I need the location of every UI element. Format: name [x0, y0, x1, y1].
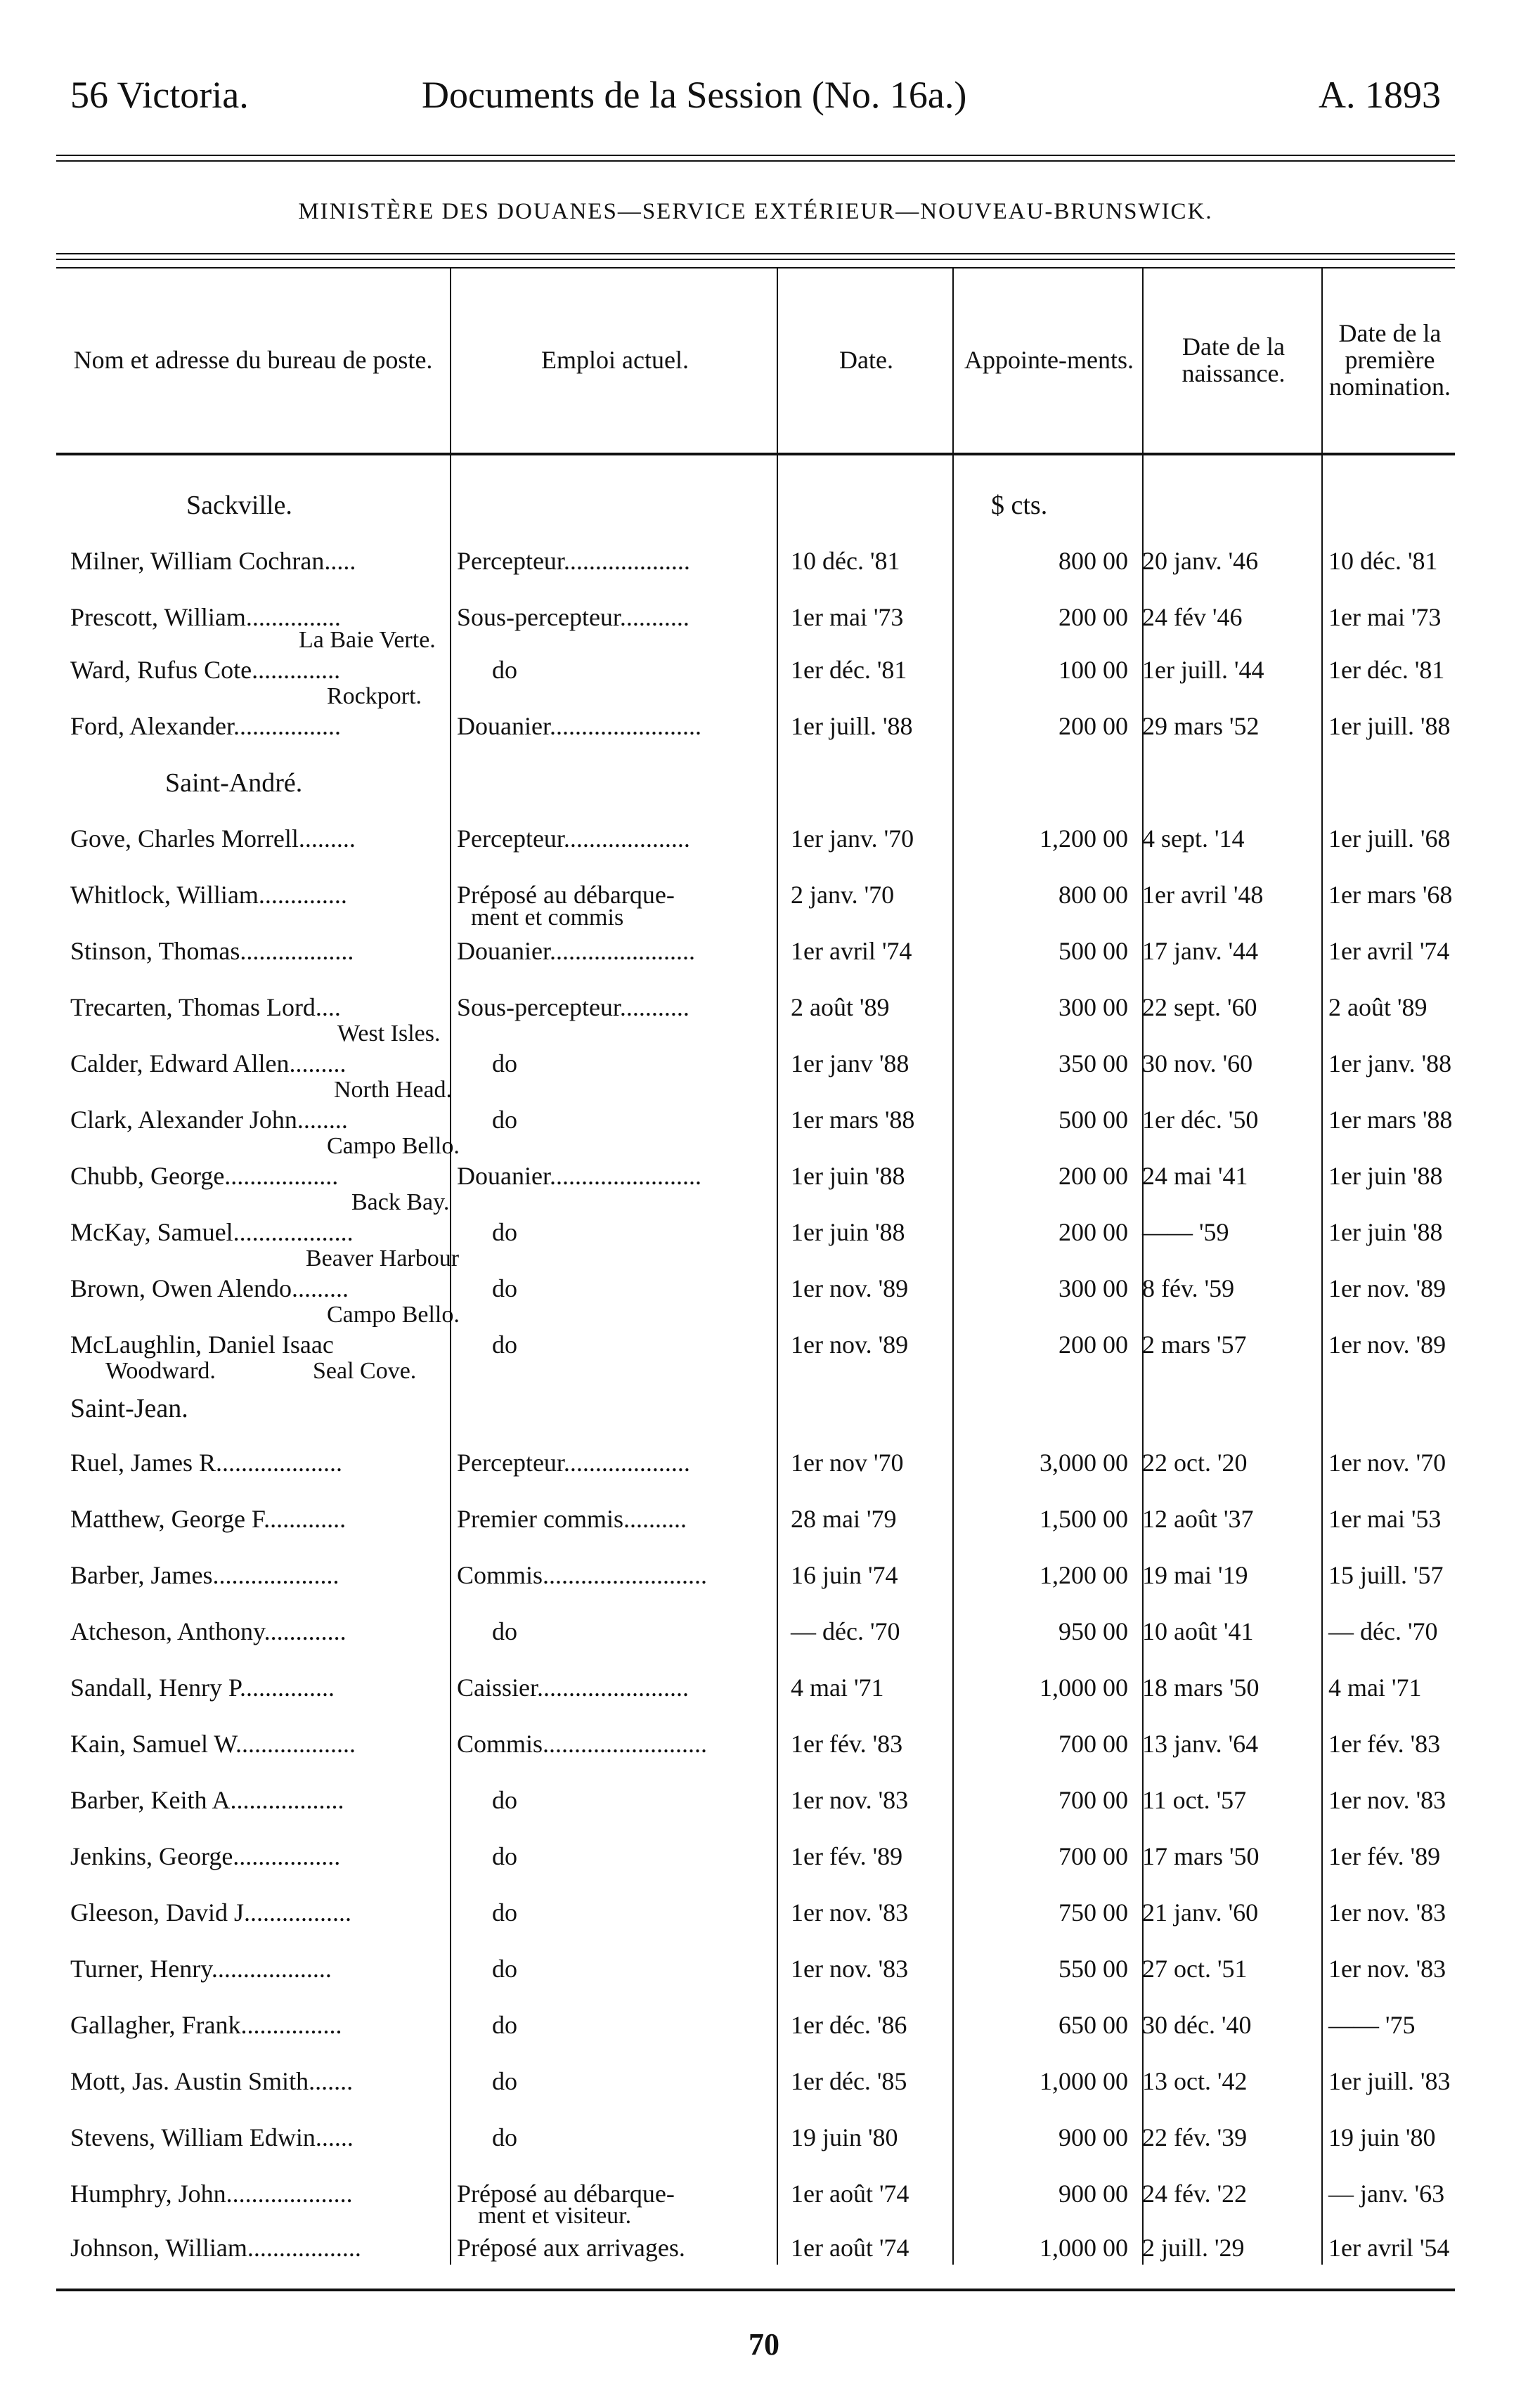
cell-emploi: do	[492, 1331, 517, 1359]
cell-appt: 1,200 00	[1040, 824, 1128, 853]
cell-appt: 500 00	[1058, 937, 1128, 965]
cell-name: Mott, Jas. Austin Smith.......	[70, 2067, 354, 2095]
cell-prem: 1er fév. '83	[1328, 1730, 1441, 1758]
cell-naiss: 13 oct. '42	[1142, 2067, 1248, 2095]
cell-naiss: 20 janv. '46	[1142, 547, 1259, 575]
cell-prem: 1er nov. '83	[1328, 1955, 1446, 1983]
cell-name: Ruel, James R....................	[70, 1449, 342, 1477]
cell-appt: 650 00	[1058, 2011, 1128, 2039]
cell-appt: 1,500 00	[1040, 1505, 1128, 1533]
cell-name: Gove, Charles Morrell.........	[70, 824, 356, 853]
cell-appt: 750 00	[1058, 1898, 1128, 1927]
cell-prem: 1er juill. '68	[1328, 824, 1451, 853]
cell-emploi: do	[492, 1786, 517, 1814]
cell-emploi: Premier commis..........	[457, 1505, 687, 1533]
cell-appt: 800 00	[1058, 547, 1128, 575]
page-number: 70	[749, 2327, 779, 2362]
cell-emploi: do	[492, 1218, 517, 1246]
cell-appt: 700 00	[1058, 1730, 1128, 1758]
cell-name: Prescott, William...............	[70, 603, 341, 631]
cell-emploi: do	[492, 1898, 517, 1927]
cell-emploi: Douanier........................	[457, 1162, 701, 1190]
cell-emploi: do	[492, 656, 517, 684]
cell-naiss: 17 mars '50	[1142, 1842, 1260, 1870]
cell-name: Gallagher, Frank................	[70, 2011, 342, 2039]
cell-name: Chubb, George..................	[70, 1162, 339, 1190]
table-row	[56, 2123, 1455, 2173]
cell-appt: 300 00	[1058, 1274, 1128, 1302]
table-row	[56, 1330, 1455, 1380]
cell-name: McLaughlin, Daniel Isaac	[70, 1331, 334, 1359]
cell-naiss: 27 oct. '51	[1142, 1955, 1248, 1983]
cell-naiss: 30 nov. '60	[1142, 1049, 1253, 1077]
cell-naiss: 12 août '37	[1142, 1505, 1254, 1533]
cell-appt: 1,000 00	[1040, 2234, 1128, 2262]
table-bottom-rule	[56, 2289, 1455, 2291]
column-header-rule	[56, 453, 1455, 455]
cell-appt: 900 00	[1058, 2180, 1128, 2208]
col-header-date: Date.	[839, 346, 893, 374]
sub-place: West Isles.	[337, 1021, 441, 1047]
sub-place: Campo Bello.	[327, 1302, 460, 1328]
cell-emploi: do	[492, 2067, 517, 2095]
cell-emploi: Commis..........................	[457, 1730, 708, 1758]
cell-name: Clark, Alexander John........	[70, 1106, 348, 1134]
cell-date: 2 janv. '70	[791, 881, 895, 909]
cell-emploi: do	[492, 1842, 517, 1870]
cell-naiss: 10 août '41	[1142, 1617, 1254, 1645]
header-rule	[56, 155, 1455, 162]
cell-prem: 1er avril '74	[1328, 937, 1450, 965]
cell-appt: 700 00	[1058, 1786, 1128, 1814]
cell-date: 1er nov. '89	[791, 1331, 909, 1359]
cell-date: 1er déc. '85	[791, 2067, 907, 2095]
cell-appt: 800 00	[1058, 881, 1128, 909]
cell-prem: 1er juill. '83	[1328, 2067, 1451, 2095]
cell-appt: 3,000 00	[1040, 1449, 1128, 1477]
col-header-appt: Appointe-ments.	[964, 346, 1134, 374]
cell-appt: 500 00	[1058, 1106, 1128, 1134]
cell-appt: 200 00	[1058, 712, 1128, 740]
cell-date: 1er fév. '89	[791, 1842, 903, 1870]
cell-date: 1er juill. '88	[791, 712, 913, 740]
cell-appt: 350 00	[1058, 1049, 1128, 1077]
table-row	[56, 1673, 1455, 1723]
table-row	[56, 1217, 1455, 1268]
table-row	[56, 2233, 1455, 2284]
table-row	[56, 711, 1455, 762]
section-title: Saint-Jean.	[70, 1394, 188, 1423]
cell-name: McKay, Samuel...................	[70, 1218, 354, 1246]
table-row	[56, 1560, 1455, 1611]
cell-date: 28 mai '79	[791, 1505, 897, 1533]
cell-name: Kain, Samuel W...................	[70, 1730, 356, 1758]
cell-naiss: 22 oct. '20	[1142, 1449, 1248, 1477]
currency-label: $ cts.	[991, 491, 1048, 520]
cell-emploi: Percepteur....................	[457, 547, 690, 575]
cell-emploi: Commis..........................	[457, 1561, 708, 1589]
cell-date: 1er janv. '70	[791, 824, 914, 853]
cell-naiss: 11 oct. '57	[1142, 1786, 1247, 1814]
cell-prem: 1er nov. '83	[1328, 1786, 1446, 1814]
cell-date: — déc. '70	[791, 1617, 900, 1645]
cell-date: 1er mai '73	[791, 603, 904, 631]
staff-table	[56, 267, 1455, 2291]
cell-emploi: do	[492, 1106, 517, 1134]
cell-appt: 300 00	[1058, 993, 1128, 1021]
header-center: Documents de la Session (No. 16a.)	[422, 74, 967, 116]
cell-name: Trecarten, Thomas Lord....	[70, 993, 341, 1021]
cell-date: 1er déc. '81	[791, 656, 907, 684]
cell-emploi: Douanier.......................	[457, 937, 695, 965]
cell-name: Whitlock, William..............	[70, 881, 347, 909]
cell-prem: 1er mars '88	[1328, 1106, 1453, 1134]
cell-naiss: 24 fév. '22	[1142, 2180, 1248, 2208]
cell-name: Stinson, Thomas..................	[70, 937, 354, 965]
cell-prem: 15 juill. '57	[1328, 1561, 1444, 1589]
cell-date: 1er nov. '89	[791, 1274, 909, 1302]
cell-appt: 700 00	[1058, 1842, 1128, 1870]
cell-naiss: 22 sept. '60	[1142, 993, 1257, 1021]
table-row	[56, 1617, 1455, 1667]
section-title: Sackville.	[186, 491, 292, 520]
cell-appt: 1,000 00	[1040, 1674, 1128, 1702]
col-header-naiss: Date de la naissance.	[1181, 332, 1286, 387]
table-row	[56, 880, 1455, 931]
cell-prem: 1er juin '88	[1328, 1162, 1443, 1190]
cell-date: 1er nov. '83	[791, 1786, 909, 1814]
section-title: Saint-André.	[165, 768, 303, 798]
cell-name: Stevens, William Edwin......	[70, 2123, 354, 2151]
sub-place: Beaver Harbour	[306, 1245, 460, 1271]
cell-appt: 100 00	[1058, 656, 1128, 684]
cell-naiss: 2 juill. '29	[1142, 2234, 1245, 2262]
cell-prem: 19 juin '80	[1328, 2123, 1436, 2151]
cell-appt: 1,200 00	[1040, 1561, 1128, 1589]
cell-name: Barber, Keith A..................	[70, 1786, 344, 1814]
sub-place: Campo Bello.	[327, 1133, 460, 1159]
cell-date: 1er avril '74	[791, 937, 912, 965]
cell-name: Ford, Alexander.................	[70, 712, 341, 740]
table-row	[56, 936, 1455, 987]
table-row	[56, 1161, 1455, 1212]
cell-emploi: Percepteur....................	[457, 1449, 690, 1477]
cell-date: 1er nov '70	[791, 1449, 904, 1477]
cell-date: 1er juin '88	[791, 1162, 905, 1190]
cell-name: Matthew, George F.............	[70, 1505, 347, 1533]
cell-naiss: 17 janv. '44	[1142, 937, 1259, 965]
cell-prem: — janv. '63	[1328, 2180, 1445, 2208]
subtitle-rule	[56, 253, 1455, 260]
cell-name: Sandall, Henry P...............	[70, 1674, 335, 1702]
table-row	[56, 1729, 1455, 1780]
cell-naiss: 24 fév '46	[1142, 603, 1243, 631]
cell-naiss: 1er déc. '50	[1142, 1106, 1259, 1134]
cell-appt: 1,000 00	[1040, 2067, 1128, 2095]
table-row	[56, 1898, 1455, 1948]
cell-emploi: Percepteur....................	[457, 824, 690, 853]
cell-date: 1er fév. '83	[791, 1730, 903, 1758]
cell-prem: 1er nov. '89	[1328, 1274, 1446, 1302]
cell-prem: 1er nov. '70	[1328, 1449, 1446, 1477]
cell-emploi: Préposé aux arrivages.	[457, 2234, 685, 2262]
cell-name: Brown, Owen Alendo.........	[70, 1274, 349, 1302]
page-header	[70, 67, 1441, 123]
cell-prem: 1er déc. '81	[1328, 656, 1445, 684]
cell-naiss: 21 janv. '60	[1142, 1898, 1259, 1927]
cell-appt: 550 00	[1058, 1955, 1128, 1983]
cell-name: Barber, James....................	[70, 1561, 339, 1589]
cell-prem: 2 août '89	[1328, 993, 1427, 1021]
cell-emploi: do	[492, 1274, 517, 1302]
cell-prem: 10 déc. '81	[1328, 547, 1438, 575]
table-row	[56, 1785, 1455, 1836]
cell-prem: — déc. '70	[1328, 1617, 1438, 1645]
cell-date: 4 mai '71	[791, 1674, 884, 1702]
cell-date: 1er nov. '83	[791, 1898, 909, 1927]
cell-name: Jenkins, George.................	[70, 1842, 341, 1870]
name-continuation: Woodward.	[105, 1358, 216, 1384]
cell-appt: 900 00	[1058, 2123, 1128, 2151]
table-row	[56, 1954, 1455, 2005]
cell-appt: 200 00	[1058, 1331, 1128, 1359]
cell-name: Johnson, William..................	[70, 2234, 361, 2262]
table-row	[56, 1841, 1455, 1892]
cell-naiss: 1er avril '48	[1142, 881, 1264, 909]
table-row	[56, 1448, 1455, 1498]
table-row	[56, 2066, 1455, 2117]
cell-emploi: do	[492, 1955, 517, 1983]
cell-prem: 1er mai '73	[1328, 603, 1442, 631]
cell-date: 10 déc. '81	[791, 547, 900, 575]
cell-prem: 1er janv. '88	[1328, 1049, 1452, 1077]
table-row	[56, 546, 1455, 597]
cell-appt: 200 00	[1058, 1218, 1128, 1246]
cell-prem: 1er juill. '88	[1328, 712, 1451, 740]
sub-place: Seal Cove.	[313, 1358, 417, 1384]
table-row	[56, 2010, 1455, 2061]
cell-appt: 200 00	[1058, 603, 1128, 631]
col-header-nom: Nom et adresse du bureau de poste.	[73, 346, 433, 374]
cell-prem: 1er nov. '89	[1328, 1331, 1446, 1359]
sub-place: La Baie Verte.	[299, 627, 436, 653]
header-left: 56 Victoria.	[70, 74, 249, 116]
cell-naiss: 24 mai '41	[1142, 1162, 1248, 1190]
cell-name: Ward, Rufus Cote..............	[70, 656, 341, 684]
cell-naiss: 30 déc. '40	[1142, 2011, 1252, 2039]
cell-date: 16 juin '74	[791, 1561, 898, 1589]
cell-date: 1er juin '88	[791, 1218, 905, 1246]
cell-emploi: Préposé au débarque-	[457, 2180, 675, 2208]
cell-name: Atcheson, Anthony.............	[70, 1617, 347, 1645]
sub-place: Rockport.	[327, 683, 422, 709]
cell-naiss: —— '59	[1142, 1218, 1229, 1246]
cell-naiss: 8 fév. '59	[1142, 1274, 1235, 1302]
cell-prem: 1er mars '68	[1328, 881, 1453, 909]
cell-appt: 200 00	[1058, 1162, 1128, 1190]
cell-date: 1er déc. '86	[791, 2011, 907, 2039]
table-row	[56, 1504, 1455, 1555]
cell-naiss: 18 mars '50	[1142, 1674, 1260, 1702]
cell-naiss: 4 sept. '14	[1142, 824, 1245, 853]
cell-prem: —— '75	[1328, 2011, 1416, 2039]
table-row	[56, 992, 1455, 1043]
table-row	[56, 824, 1455, 874]
cell-emploi: Caissier........................	[457, 1674, 689, 1702]
col-header-prem: Date de la première nomination.	[1329, 319, 1451, 401]
table-row	[56, 1274, 1455, 1324]
cell-name: Gleeson, David J.................	[70, 1898, 351, 1927]
cell-name: Turner, Henry...................	[70, 1955, 332, 1983]
cell-naiss: 13 janv. '64	[1142, 1730, 1259, 1758]
cell-date: 1er mars '88	[791, 1106, 915, 1134]
cell-name: Calder, Edward Allen.........	[70, 1049, 347, 1077]
cell-emploi: Sous-percepteur...........	[457, 993, 689, 1021]
cell-name: Milner, William Cochran.....	[70, 547, 356, 575]
cell-emploi: Sous-percepteur...........	[457, 603, 689, 631]
cell-emploi: Préposé au débarque-	[457, 881, 675, 909]
emploi-continuation: ment et visiteur.	[478, 2203, 632, 2229]
cell-date: 1er janv '88	[791, 1049, 909, 1077]
cell-date: 19 juin '80	[791, 2123, 898, 2151]
cell-naiss: 2 mars '57	[1142, 1331, 1247, 1359]
table-row	[56, 1105, 1455, 1156]
cell-prem: 1er nov. '83	[1328, 1898, 1446, 1927]
cell-emploi: do	[492, 1049, 517, 1077]
sub-place: North Head.	[334, 1077, 453, 1103]
cell-emploi: do	[492, 2011, 517, 2039]
cell-date: 1er août '74	[791, 2234, 909, 2262]
cell-naiss: 1er juill. '44	[1142, 656, 1264, 684]
cell-prem: 1er juin '88	[1328, 1218, 1443, 1246]
cell-name: Humphry, John....................	[70, 2180, 353, 2208]
cell-date: 2 août '89	[791, 993, 890, 1021]
cell-naiss: 19 mai '19	[1142, 1561, 1248, 1589]
cell-prem: 1er avril '54	[1328, 2234, 1450, 2262]
cell-date: 1er nov. '83	[791, 1955, 909, 1983]
table-row	[56, 2179, 1455, 2229]
cell-prem: 1er mai '53	[1328, 1505, 1442, 1533]
cell-appt: 950 00	[1058, 1617, 1128, 1645]
cell-naiss: 29 mars '52	[1142, 712, 1260, 740]
table-row	[56, 1049, 1455, 1099]
col-header-emploi: Emploi actuel.	[541, 346, 689, 374]
table-row	[56, 602, 1455, 653]
cell-naiss: 22 fév. '39	[1142, 2123, 1248, 2151]
cell-emploi: do	[492, 2123, 517, 2151]
subtitle: MINISTÈRE DES DOUANES—SERVICE EXTÉRIEUR—NOUVEAU-BRUNSWICK.	[298, 199, 1213, 224]
header-right: A. 1893	[1319, 74, 1441, 116]
cell-emploi: Douanier........................	[457, 712, 701, 740]
emploi-continuation: ment et commis	[471, 905, 624, 931]
table-row	[56, 655, 1455, 706]
sub-place: Back Bay.	[351, 1189, 450, 1215]
cell-prem: 4 mai '71	[1328, 1674, 1422, 1702]
cell-emploi: do	[492, 1617, 517, 1645]
cell-prem: 1er fév. '89	[1328, 1842, 1441, 1870]
cell-date: 1er août '74	[791, 2180, 909, 2208]
